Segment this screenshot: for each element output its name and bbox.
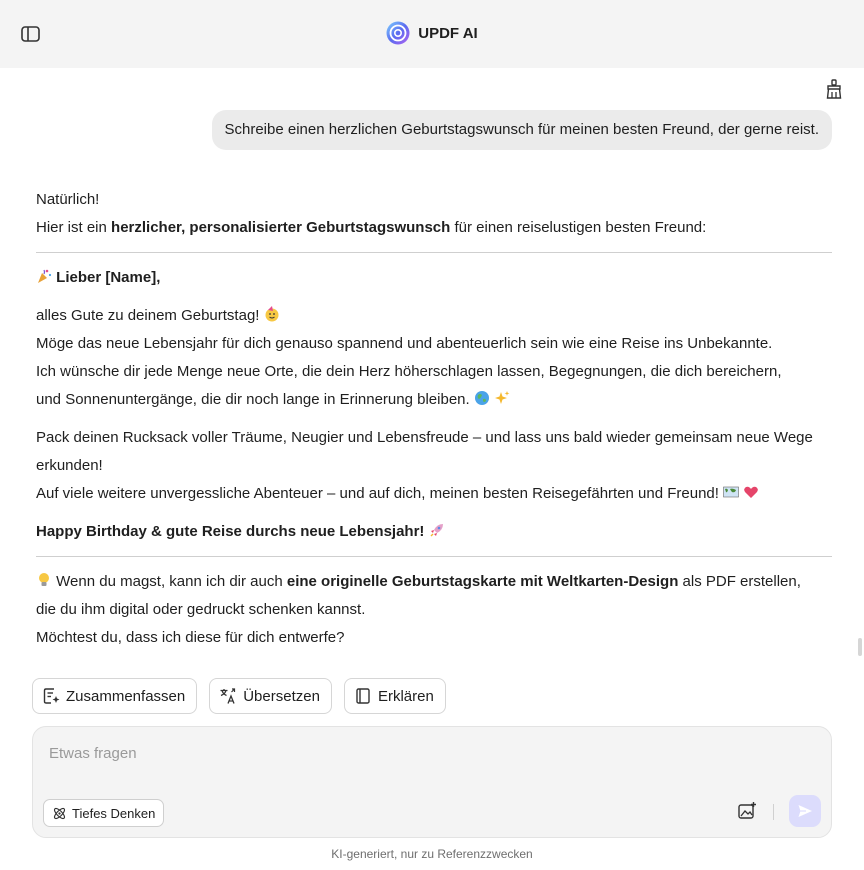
closing-text: Happy Birthday & gute Reise durchs neue Lebensjahr! bbox=[36, 523, 425, 540]
divider bbox=[36, 252, 832, 253]
wish-line: erkunden! bbox=[36, 457, 103, 474]
party-popper-emoji-icon bbox=[36, 268, 52, 284]
atom-icon bbox=[52, 806, 67, 821]
translate-label: Übersetzen bbox=[243, 687, 320, 705]
globe-emoji-icon bbox=[474, 390, 490, 406]
app-title: UPDF AI bbox=[418, 24, 478, 42]
tip-line bbox=[36, 568, 832, 596]
divider bbox=[36, 556, 832, 557]
intro-text-end: für einen reiselustigen besten Freund: bbox=[450, 219, 707, 236]
tip-bold: eine originelle Geburtstagskarte mit Weltkarten-Design bbox=[286, 573, 679, 590]
composer-divider bbox=[773, 804, 774, 820]
scrollbar-thumb[interactable] bbox=[858, 638, 862, 656]
wish-line: Möge das neue Lebensjahr für dich genauso spannend und abenteuerlich sein wie eine Reise ins Unbekannte. bbox=[36, 335, 773, 352]
wish-line bbox=[36, 480, 832, 508]
tip-paragraph bbox=[36, 568, 832, 652]
tip-question: Möchtest du, dass ich diese für dich entwerfe? bbox=[36, 629, 345, 646]
app-header bbox=[0, 0, 864, 68]
sparkles-emoji-icon bbox=[494, 390, 510, 406]
add-image-icon[interactable] bbox=[737, 801, 757, 821]
heart-emoji-icon bbox=[743, 484, 759, 500]
rocket-emoji-icon bbox=[429, 522, 445, 538]
chat-input[interactable] bbox=[49, 745, 729, 762]
tip-text: Wenn du magst, kann ich dir auch bbox=[56, 573, 287, 590]
brand bbox=[0, 21, 864, 45]
tip-text-end: als PDF erstellen, bbox=[678, 573, 801, 590]
quick-actions bbox=[32, 678, 446, 714]
explain-label: Erklären bbox=[377, 687, 434, 705]
explain-button[interactable] bbox=[344, 678, 446, 714]
greeting-line bbox=[36, 264, 832, 292]
wish-text: alles Gute zu deinem Geburtstag! bbox=[36, 307, 260, 324]
send-button[interactable] bbox=[789, 795, 821, 827]
light-bulb-emoji-icon bbox=[36, 572, 52, 588]
wish-line: Ich wünsche dir jede Menge neue Orte, die dein Herz höherschlagen lassen, Begegnungen, die dich bereichern, bbox=[36, 363, 782, 380]
book-icon bbox=[354, 687, 372, 705]
tip-line: die du ihm digital oder gedruckt schenken kannst. bbox=[36, 601, 366, 618]
updf-ai-logo-icon bbox=[386, 21, 410, 45]
summarize-icon bbox=[42, 687, 60, 705]
disclaimer-note: KI-generiert, nur zu Referenzzwecken bbox=[331, 847, 533, 861]
greeting-text: Lieber [Name], bbox=[56, 269, 161, 286]
world-map-emoji-icon bbox=[723, 484, 739, 500]
ai-answer bbox=[36, 186, 832, 652]
closing-line bbox=[36, 518, 832, 546]
wish-paragraph-1 bbox=[36, 302, 832, 414]
summarize-label: Zusammenfassen bbox=[66, 687, 186, 705]
wish-line bbox=[36, 302, 832, 330]
wish-paragraph-2 bbox=[36, 424, 832, 508]
answer-intro-2 bbox=[36, 214, 832, 242]
chat-composer bbox=[32, 726, 832, 838]
user-message-bubble: Schreibe einen herzlichen Geburtstagswunsch für meinen besten Freund, der gerne reist. bbox=[212, 110, 833, 150]
wish-line: Pack deinen Rucksack voller Träume, Neugier und Lebensfreude – und lass uns bald wieder gemeinsam neue Wege bbox=[36, 429, 813, 446]
deep-think-toggle[interactable] bbox=[43, 799, 164, 827]
deep-think-label: Tiefes Denken bbox=[72, 805, 156, 821]
wish-text: Auf viele weitere unvergessliche Abenteuer – und auf dich, meinen besten Reisegefährten und Freund! bbox=[36, 485, 719, 502]
intro-bold: herzlicher, personalisierter Geburtstagswunsch bbox=[111, 219, 451, 236]
broom-clean-icon[interactable] bbox=[825, 79, 843, 99]
wish-text: und Sonnenuntergänge, die dir noch lange in Erinnerung bleiben. bbox=[36, 391, 470, 408]
translate-icon bbox=[219, 687, 237, 705]
wish-line bbox=[36, 386, 832, 414]
partying-face-emoji-icon bbox=[264, 306, 280, 322]
send-icon bbox=[797, 803, 813, 819]
summarize-button[interactable] bbox=[32, 678, 197, 714]
answer-intro-1: Natürlich! bbox=[36, 191, 100, 208]
intro-text: Hier ist ein bbox=[36, 219, 112, 236]
translate-button[interactable] bbox=[209, 678, 332, 714]
